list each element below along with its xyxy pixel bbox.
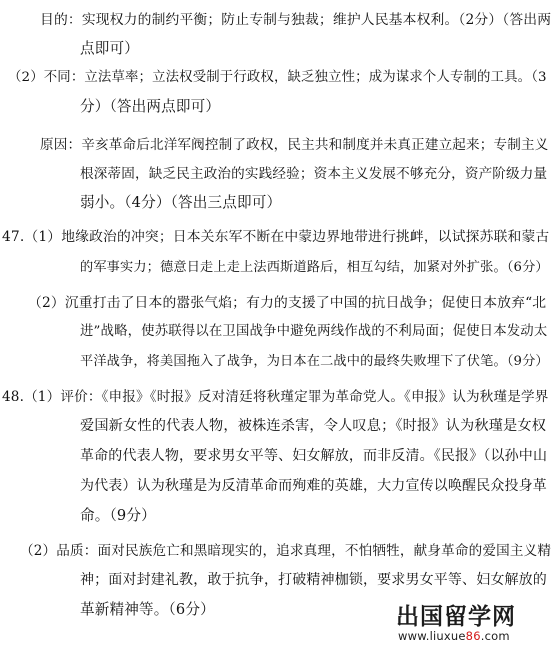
text-line: 平洋战争，将美国拖入了战争，为日本在二战中的最终失败埋下了伏笔。（9分） [80,354,549,369]
text-line: （2）不同：立法草率；立法权受制于行政权，缺乏独立性；成为谋求个人专制的工具。（3 [8,70,547,85]
text-line: 革命的代表人物，要求男女平等、妇女解放，而非反清。《民报》（以孙中山 [80,448,548,464]
text-line: 的军事实力；德意日走上走上法西斯道路后，相互勾结，加紧对外扩张。（6分） [80,260,549,275]
text-line: 命。（9分） [80,507,156,524]
text-line: 目的：实现权力的制约平衡；防止专制与独裁；维护人民基本权利。（2分）（答出两 [40,12,552,28]
text-line: 原因：辛亥革命后北洋军阀控制了政权，民主共和制度并未真正建立起来；专制主义 [40,137,549,153]
text-line: 47.（1）地缘政治的冲突；日本关东军不断在中蒙边界地带进行挑衅，以试探苏联和蒙古 [2,229,550,245]
text-line: 为代表）认为秋瑾是为反清革命而殉难的英雄，大力宣传以唤醒民众投身革 [80,478,547,494]
text-line: 神；面对封建礼教，敢于抗争，打破精神枷锁，要求男女平等、妇女解放的 [80,572,547,588]
text-line: 爱国新女性的代表人物，被株连杀害，令人叹息；《时报》认为秋瑾是女权 [80,418,547,434]
text-line: 弱小。（4分）（答出三点即可） [80,194,282,211]
watermark-name: 出国留学网 [396,604,516,630]
text-line: 根深蒂固，缺乏民主政治的实践经验；资本主义发展不够充分，资产阶级力量 [80,166,548,182]
text-line: 48.（1）评价：《申报》《时报》反对清廷将秋瑾定罪为革命党人。《申报》认为秋瑾是学界 [2,389,549,405]
text-line: （2）沉重打击了日本的嚣张气焰；有力的支援了中国的抗日战争；促使日本放弃“北 [28,295,547,311]
text-line: 革新精神等。（6分） [80,601,215,618]
watermark-url: www.liuxue86.com [398,629,510,643]
text-line: 分）（答出两点即可） [80,98,221,115]
site-watermark-logo [396,604,552,644]
text-line: （2）品质：面对民族危亡和黑暗现实的，追求真理，不怕牺牲，献身革命的爱国主义精 [20,543,552,559]
text-line: 点即可） [80,40,139,57]
text-line: 进”战略，使苏联得以在卫国战争中避免两线作战的不利局面；促使日本发动太 [80,324,548,339]
